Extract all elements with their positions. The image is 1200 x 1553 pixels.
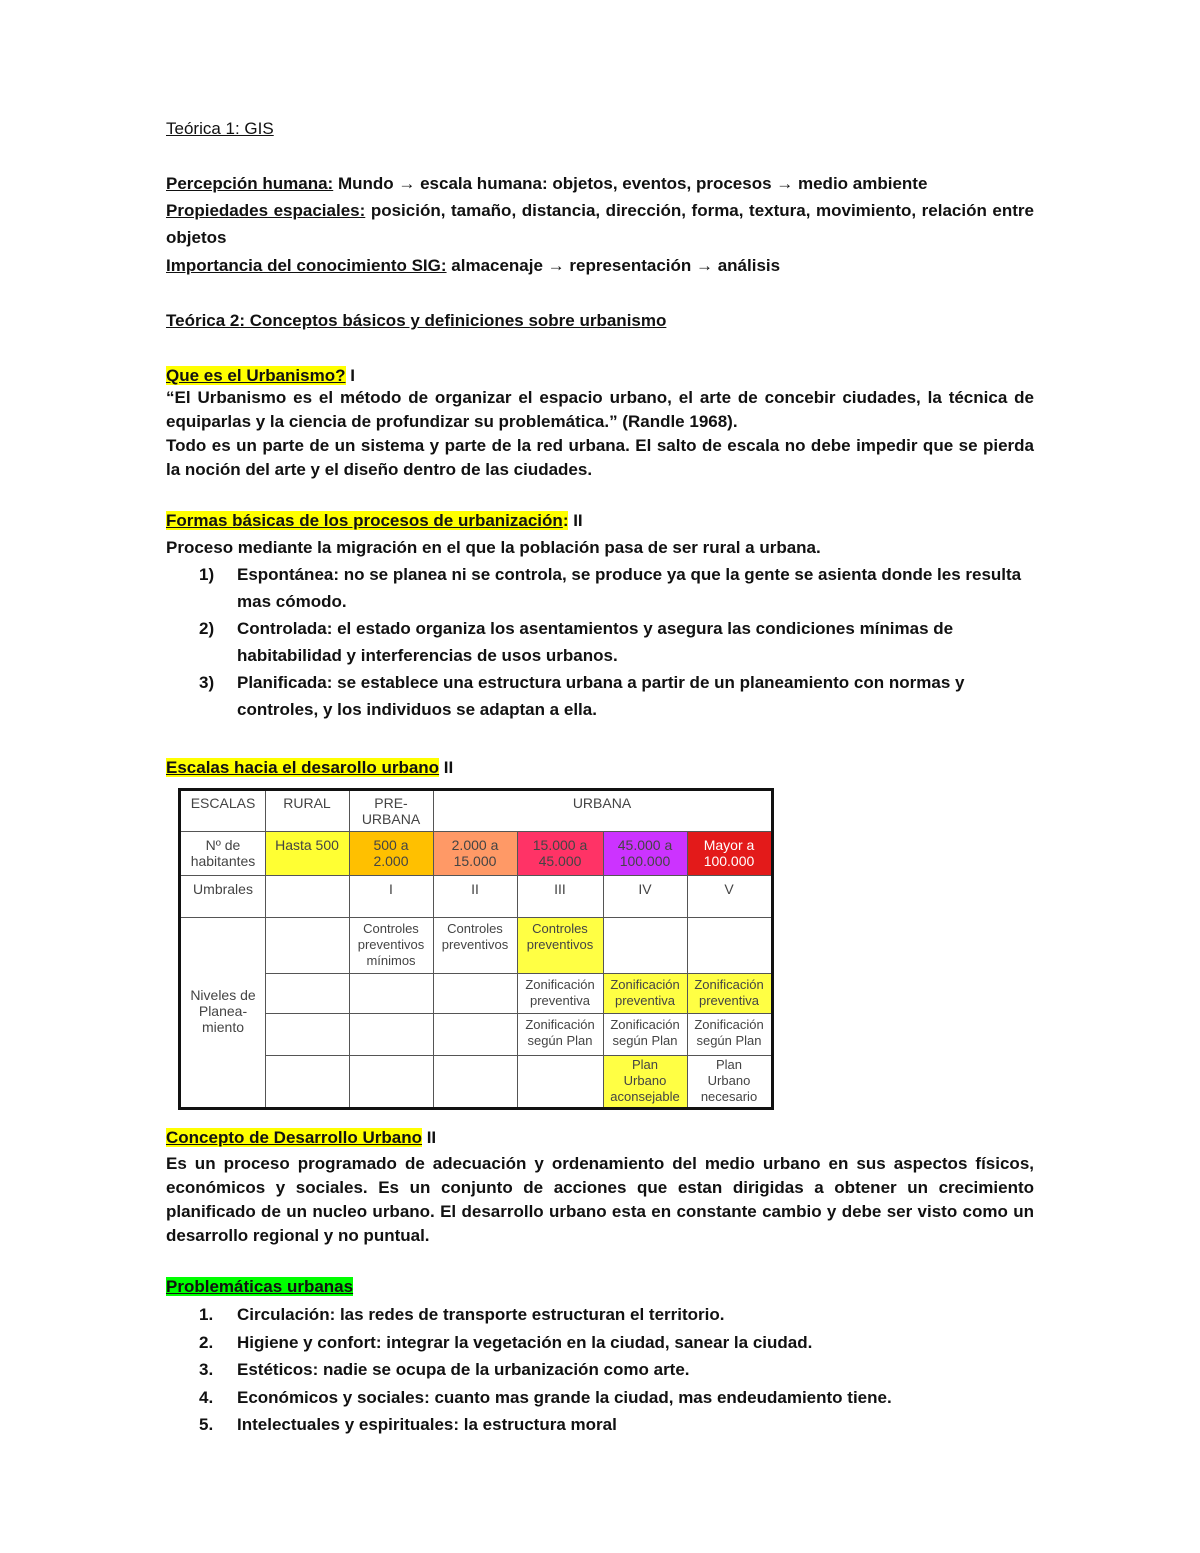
importancia-text: almacenaje → representación → análisis [446,256,781,275]
planning-cell: Plan Urbano necesario [700,1057,758,1104]
list-item [166,1411,1034,1439]
concepto-heading-line [166,1124,1034,1151]
list-item [166,561,1034,615]
propiedades-label: Propiedades espaciales: [166,201,366,220]
list-item [166,1356,1034,1384]
escalas-heading-line [166,754,1034,781]
table-grid-line [349,791,350,1107]
problematicas-heading-line [166,1273,1034,1300]
list-item-number: 5. [199,1415,214,1434]
propiedades-text: posición, tamaño, distancia, dirección, forma, textura, movimiento, relación entre objetos [166,201,1034,247]
list-item-number: 3. [199,1360,214,1379]
header-rural: RURAL [283,795,331,811]
habitantes-cell: 45.000 a 100.000 [603,831,687,875]
table-grid-line [181,831,771,832]
planning-cell: Plan Urbano aconsejable [603,1055,687,1107]
percepcion-label: Percepción humana: [166,174,334,193]
habitantes-cell: 500 a 2.000 [349,831,433,875]
table-grid-line [181,917,771,918]
urbanismo-quote: “El Urbanismo es el método de organizar el espacio urbano, el arte de concebir ciudades, la técnica de equiparlas y la ciencia de profundizar su problemática.” (Randle 1968). [166,388,1034,431]
urbanismo-heading-line [166,362,1034,389]
list-item-number: 3) [199,673,215,692]
umbral-cell: I [389,881,393,897]
table-grid-line [265,1013,771,1014]
propiedades-line [166,197,1034,251]
list-item-text: Espontánea: no se planea ni se controla, se produce ya que la gente se asienta donde les resulta mas cómodo. [237,565,1022,611]
list-item-text: Controlada: el estado organiza los asentamientos y asegura las condiciones mínimas de habitabilidad y interferencias de usos urbanos. [237,619,954,665]
table-grid-line [603,831,604,1107]
table-grid-line [433,791,434,1107]
urbanismo-body [166,386,1034,482]
planning-cell: Zonificación preventiva [603,973,687,1013]
planning-cell: Zonificación según Plan [610,1017,680,1048]
habitantes-cell: 15.000 a 45.000 [517,831,603,875]
formas-heading-line [166,507,1034,534]
formas-mark: II [568,511,583,530]
list-item-text: Económicos y sociales: cuanto mas grande la ciudad, mas endeudamiento tiene. [237,1387,892,1407]
umbral-cell: IV [638,881,652,897]
list-item-number: 2. [199,1332,214,1352]
table-grid-line [265,973,771,974]
concepto-mark: II [421,1128,437,1147]
urbanismo-heading: Que es el Urbanismo? [166,366,346,385]
formas-list [166,561,1034,723]
header-escalas: ESCALAS [190,795,256,811]
planning-cell: Zonificación preventiva [525,977,595,1008]
list-item-text: Higiene y confort: integrar la vegetación en la ciudad, sanear la ciudad. [237,1332,813,1352]
escalas-table [178,788,774,1110]
formas-colon: : [562,511,569,530]
table-grid-line [265,791,266,1107]
t1-title: Teórica 1: GIS [166,119,274,138]
escalas-heading: Escalas hacia el desarollo urbano [166,758,440,777]
list-item-text: Intelectuales y espirituales: la estructura moral [237,1415,617,1434]
list-item-number: 1. [199,1305,214,1324]
list-item-text: Planificada: se establece una estructura urbana a partir de un planeamiento con normas y controles, y los individuos se adaptan a ella. [237,673,965,719]
importancia-label: Importancia del conocimiento SIG: [166,256,447,275]
list-item-number: 1) [199,565,215,584]
formas-heading: Formas básicas de los procesos de urbanización [166,511,563,530]
header-urbana: URBANA [572,795,632,811]
table-grid-line [265,1055,771,1056]
habitantes-cell: 2.000 a 15.000 [433,831,517,875]
list-item [166,1384,1034,1412]
urbanismo-text: Todo es un parte de un sistema y parte de la red urbana. El salto de escala no debe impedir que se pierda la noción del arte y el diseño dentro de las ciudades. [166,436,1034,479]
list-item-text: Estéticos: nadie se ocupa de la urbanización como arte. [237,1360,690,1379]
concepto-heading: Concepto de Desarrollo Urbano [166,1128,422,1147]
table-grid-line [181,875,771,876]
umbral-cell: III [554,881,566,897]
percepcion-line [166,170,1034,197]
umbral-cell: V [724,881,734,897]
concepto-text: Es un proceso programado de adecuación y ordenamiento del medio urbano en sus aspectos físicos, económicos y sociales. Es un conjunto de acciones que estan dirigidas a obtener un crecimiento planificado de un nucleo urbano. El desarrollo urbano esta en constante cambio y debe ser visto como un desarrollo regional y no puntual. [166,1154,1034,1245]
list-item [166,1301,1034,1329]
urbanismo-mark: I [345,366,355,385]
escalas-mark: II [439,758,454,777]
planning-cell: Zonificación según Plan [525,1017,595,1048]
importancia-line [166,252,1034,279]
list-item-text: Circulación: las redes de transporte estructuran el territorio. [237,1305,725,1324]
umbral-cell: II [471,881,479,897]
planning-cell: Controles preventivos [441,921,509,952]
row-label-umbrales: Umbrales [193,881,253,897]
row-label-habitantes: Nº de habitantes [190,837,256,869]
habitantes-cell: Hasta 500 [265,831,349,875]
t2-title: Teórica 2: Conceptos básicos y definiciones sobre urbanismo [166,311,667,330]
table-grid-line [687,831,688,1107]
planning-cell: Zonificación según Plan [694,1017,764,1048]
planning-cell: Controles preventivos [517,917,603,973]
list-item [166,669,1034,723]
list-item-number: 4. [199,1387,214,1407]
habitantes-cell: Mayor a 100.000 [687,831,771,875]
list-item-number: 2) [199,619,215,638]
list-item [166,1329,1034,1357]
row-label-niveles: Niveles de Planea- miento [190,987,256,1035]
planning-cell: Controles preventivos mínimos [357,921,425,968]
percepcion-text: Mundo → escala humana: objetos, eventos, procesos → medio ambiente [333,174,928,193]
header-pre-urbana: PRE- URBANA [361,795,421,827]
formas-intro: Proceso mediante la migración en el que la población pasa de ser rural a urbana. [166,538,821,557]
planning-cell: Zonificación preventiva [687,973,771,1013]
problematicas-list [166,1301,1034,1439]
list-item [166,615,1034,669]
problematicas-heading: Problemáticas urbanas [166,1277,354,1296]
table-grid-line [517,831,518,1107]
